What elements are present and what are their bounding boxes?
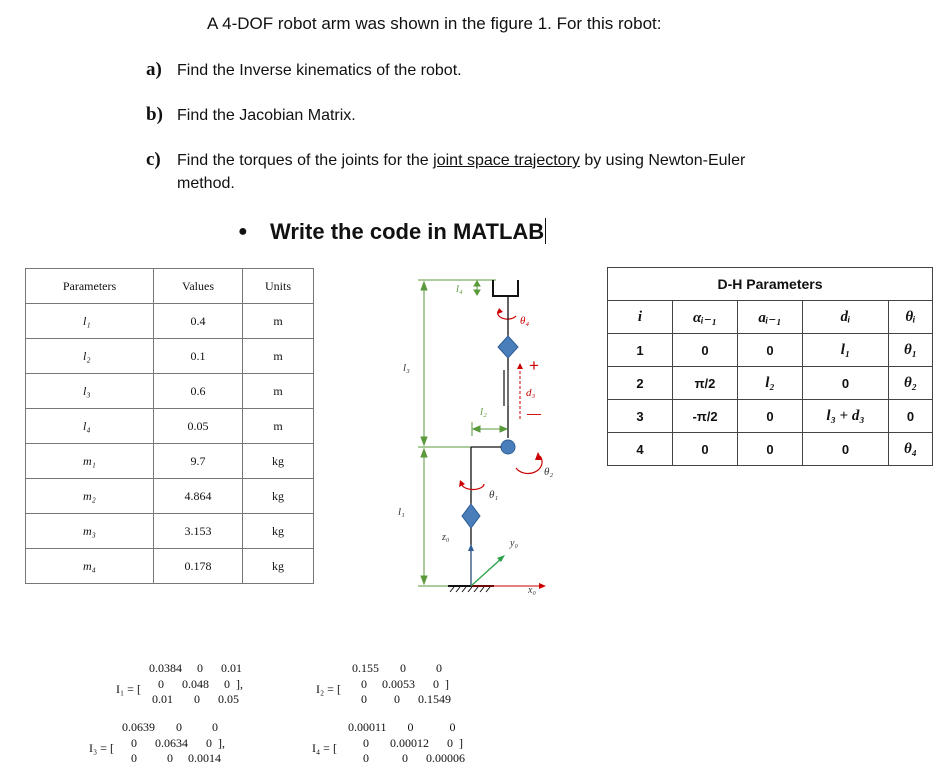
param-value: 0.6 — [154, 374, 243, 409]
parameters-table — [25, 268, 314, 584]
param-value: 0.05 — [154, 409, 243, 444]
dh-header-row — [608, 301, 933, 334]
param-name: m₄ — [26, 549, 154, 584]
param-value: 0.178 — [154, 549, 243, 584]
y0-label: y₀ — [510, 538, 518, 549]
dh-header-alpha: αᵢ₋₁ — [673, 301, 738, 334]
l4-dimension — [474, 281, 480, 295]
i1-row-1: 0.0384 0 0.01 — [149, 661, 242, 675]
param-value: 0.4 — [154, 304, 243, 339]
question-b-letter: b) — [146, 104, 163, 125]
question-c-text-line2: method. — [177, 175, 235, 192]
table-row — [26, 374, 314, 409]
table-row — [26, 409, 314, 444]
question-c — [146, 149, 745, 195]
d3-label: d₃ — [526, 387, 536, 399]
param-value: 3.153 — [154, 514, 243, 549]
dh-parameters-table — [607, 267, 933, 466]
i1-row-3: 0.01 0 0.05 — [149, 692, 239, 706]
table-row — [26, 514, 314, 549]
dh-cell: 0 — [803, 367, 889, 400]
joint2-icon — [501, 440, 515, 454]
text-cursor — [545, 218, 546, 244]
l3-label: l₃ — [403, 362, 410, 374]
header-units: Units — [243, 269, 314, 304]
i3-label: I₃ = [ — [89, 741, 114, 755]
dh-cell: 0 — [889, 400, 933, 433]
dh-cell: 4 — [608, 433, 673, 466]
x0-label: x₀ — [528, 585, 536, 596]
param-name: l₂ — [26, 339, 154, 374]
z0-label: z₀ — [442, 532, 450, 543]
d3-plus-label: + — [529, 356, 539, 375]
dh-title-row — [608, 268, 933, 301]
joint-space-trajectory-link[interactable]: joint space trajectory — [433, 152, 580, 169]
param-unit: m — [243, 374, 314, 409]
table-row — [608, 400, 933, 433]
theta1-label: θ₁ — [489, 489, 499, 501]
dh-cell: 0 — [803, 433, 889, 466]
dh-header-theta: θᵢ — [889, 301, 933, 334]
question-c-text-pre: Find the torques of the joints for the — [177, 152, 434, 169]
theta1-arrow-icon — [462, 484, 484, 490]
dh-cell: 0 — [673, 433, 738, 466]
param-value: 4.864 — [154, 479, 243, 514]
i2-row-3: 0 0 0.1549 — [352, 692, 451, 706]
param-name: l₃ — [26, 374, 154, 409]
bullet-dot-icon: ● — [238, 223, 248, 240]
dh-cell: θ₂ — [889, 367, 933, 400]
base-hatch — [450, 587, 490, 592]
table-row — [608, 433, 933, 466]
gripper — [493, 280, 518, 296]
matlab-bullet — [238, 218, 546, 245]
robot-arm-diagram — [380, 270, 580, 600]
i3-row-1: 0.0639 0 0 — [122, 720, 218, 734]
param-unit: kg — [243, 444, 314, 479]
param-unit: m — [243, 409, 314, 444]
param-name: l₄ — [26, 409, 154, 444]
param-unit: m — [243, 339, 314, 374]
dh-cell: 3 — [608, 400, 673, 433]
question-c-text-post: by using Newton-Euler — [579, 152, 746, 169]
parameters-header-row — [26, 269, 314, 304]
param-value: 0.1 — [154, 339, 243, 374]
i2-label: I₂ = [ — [316, 682, 341, 696]
param-name: l₁ — [26, 304, 154, 339]
dh-cell: 0 — [673, 334, 738, 367]
table-row — [26, 339, 314, 374]
question-a — [146, 59, 462, 82]
i2-row-2: 0 0.0053 0 ] — [352, 677, 449, 691]
question-c-letter: c) — [146, 149, 161, 170]
dh-cell: l₂ — [738, 367, 803, 400]
dh-cell: 0 — [738, 400, 803, 433]
l4-label: l₄ — [456, 283, 463, 295]
d3-minus-label: — — [527, 405, 541, 421]
param-unit: m — [243, 304, 314, 339]
i4-row-2: 0 0.00012 0 ] — [348, 736, 463, 750]
theta4-label: θ₄ — [520, 315, 530, 327]
dh-cell: 2 — [608, 367, 673, 400]
table-row — [26, 549, 314, 584]
l2-dimension — [472, 422, 507, 436]
joint1-icon — [462, 504, 480, 528]
i4-label: I₄ = [ — [312, 741, 337, 755]
header-parameters: Parameters — [26, 269, 154, 304]
i4-row-1: 0.00011 0 0 — [348, 720, 456, 734]
i3-row-2: 0 0.0634 0 ], — [122, 736, 225, 750]
param-unit: kg — [243, 479, 314, 514]
i1-row-2: 0 0.048 0 ], — [149, 677, 243, 691]
param-name: m₂ — [26, 479, 154, 514]
question-a-letter: a) — [146, 59, 162, 80]
table-row — [26, 479, 314, 514]
dh-cell: θ₁ — [889, 334, 933, 367]
dh-cell: -π/2 — [673, 400, 738, 433]
param-name: m₃ — [26, 514, 154, 549]
table-row — [608, 334, 933, 367]
dh-cell: l₃ + d₃ — [803, 400, 889, 433]
table-row — [26, 304, 314, 339]
param-unit: kg — [243, 549, 314, 584]
y0-axis — [471, 558, 502, 586]
problem-title: A 4-DOF robot arm was shown in the figure 1. For this robot: — [207, 14, 662, 33]
dh-header-i: i — [608, 301, 673, 334]
theta2-label: θ₂ — [544, 466, 554, 478]
header-values: Values — [154, 269, 243, 304]
dh-cell: 1 — [608, 334, 673, 367]
param-unit: kg — [243, 514, 314, 549]
dh-cell: l₁ — [803, 334, 889, 367]
question-b-text: Find the Jacobian Matrix. — [177, 107, 356, 124]
i4-row-3: 0 0 0.00006 — [348, 751, 465, 765]
dh-table-title: D-H Parameters — [608, 268, 933, 301]
l1-label: l₁ — [398, 506, 405, 518]
table-row — [26, 444, 314, 479]
dh-header-d: dᵢ — [803, 301, 889, 334]
dh-cell: θ₄ — [889, 433, 933, 466]
joint4-icon — [498, 336, 518, 358]
matlab-bullet-text: Write the code in MATLAB — [270, 219, 545, 244]
dh-cell: π/2 — [673, 367, 738, 400]
table-row — [608, 367, 933, 400]
param-name: m₁ — [26, 444, 154, 479]
question-a-text: Find the Inverse kinematics of the robot. — [177, 62, 462, 79]
i3-row-3: 0 0 0.0014 — [122, 751, 221, 765]
question-b — [146, 104, 356, 127]
param-value: 9.7 — [154, 444, 243, 479]
dh-cell: 0 — [738, 433, 803, 466]
i2-row-1: 0.155 0 0 — [352, 661, 442, 675]
dh-cell: 0 — [738, 334, 803, 367]
dh-header-a: aᵢ₋₁ — [738, 301, 803, 334]
l3-dimension — [418, 280, 499, 586]
l2-label: l₂ — [480, 406, 487, 418]
i1-label: I₁ = [ — [116, 682, 141, 696]
